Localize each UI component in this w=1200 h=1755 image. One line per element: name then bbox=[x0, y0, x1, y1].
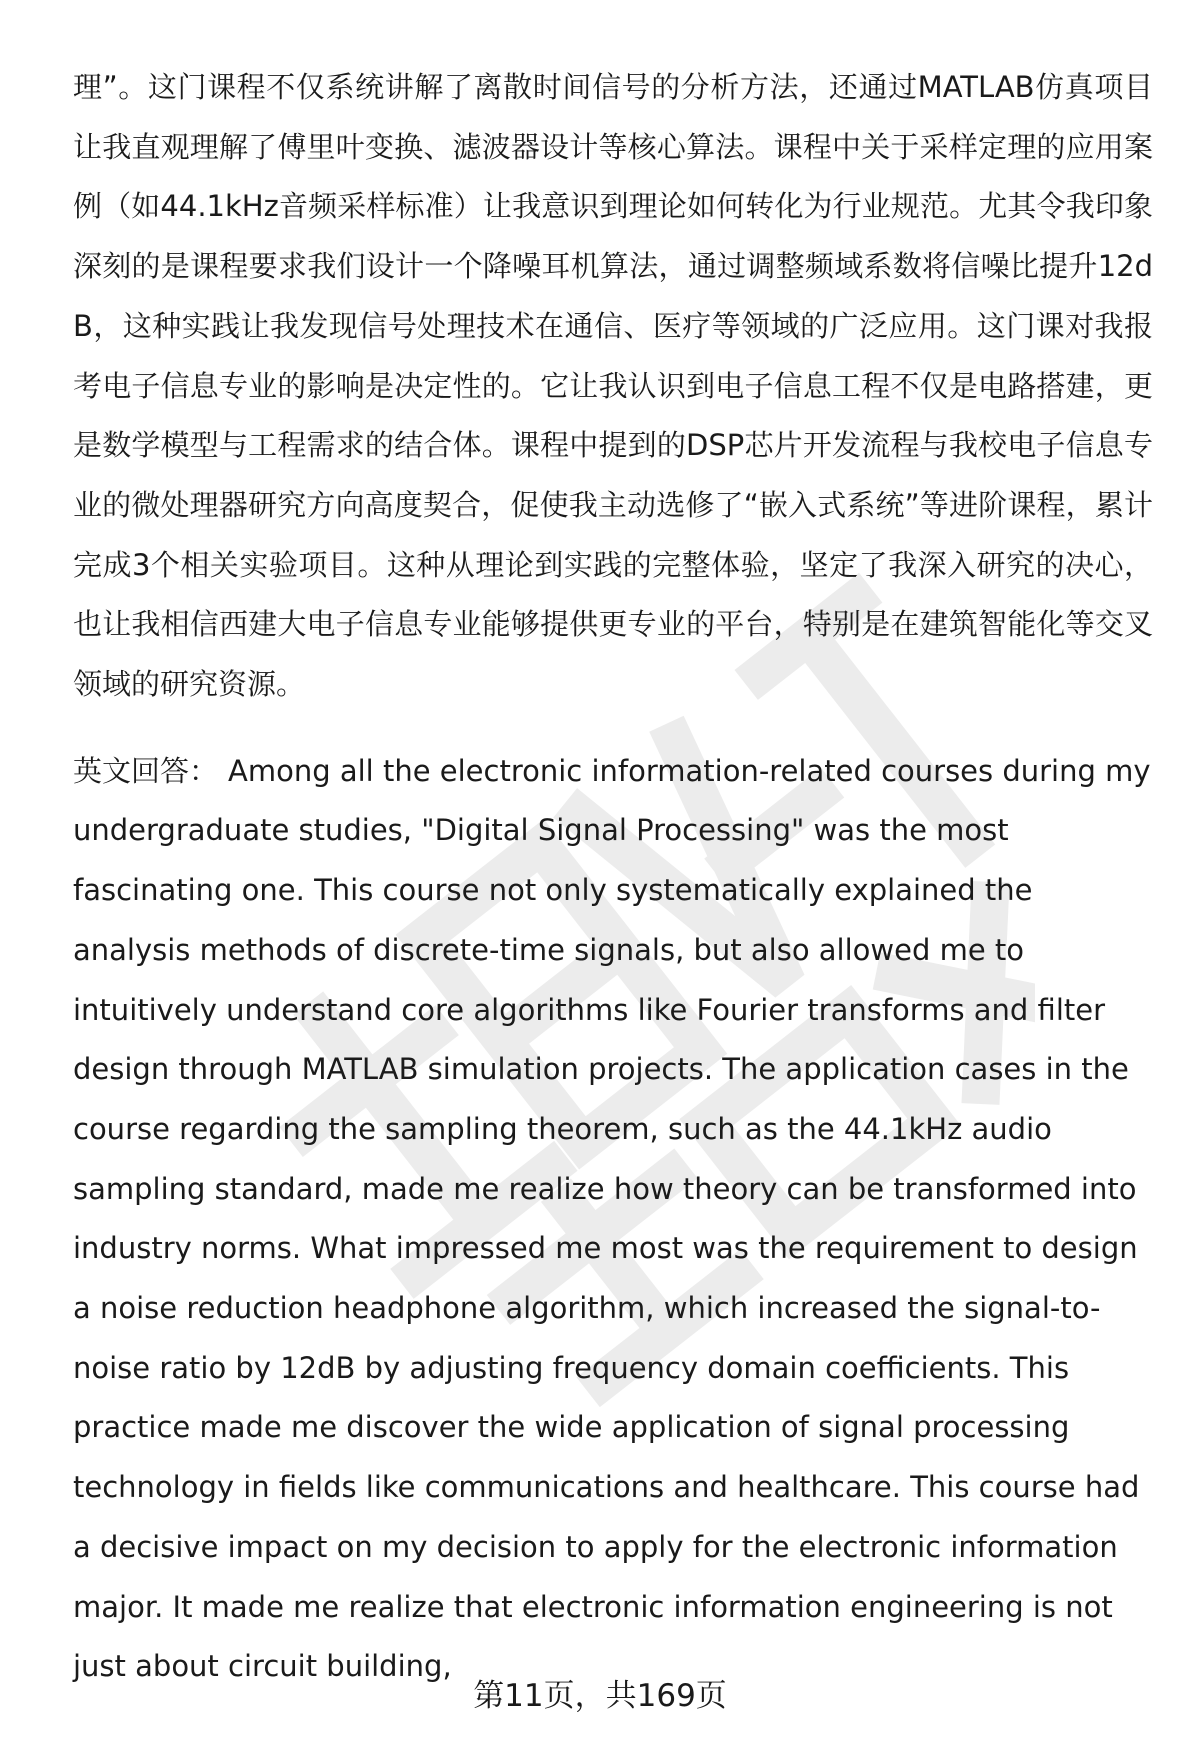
page-number-footer: 第11页，共169页 bbox=[473, 1678, 727, 1714]
english-answer-text: Among all the electronic information-related courses during my undergraduate studies, "Digital Signal Processing" was the most fascinating one. This course not only systematically explained the analysis methods of discrete-time signals, but also allowed me to intuitively understand core algorithms like Fourier transforms and filter design through MATLAB simulation projects. The application cases in the course regarding the sampling theorem, such as the 44.1kHz audio sampling standard, made me realize how theory can be transformed into industry norms. What impressed me most was the requirement to design a noise reduction headphone algorithm, which increased the signal-to-noise ratio by 12dB by adjusting frequency domain coefficients. This practice made me discover the wide application of signal processing technology in fields like communications and healthcare. This course had a decisive impact on my decision to apply for the electronic information major. It made me realize that electronic information engineering is not just about circuit building, bbox=[73, 753, 1151, 1684]
chinese-answer-paragraph: 理”。这门课程不仅系统讲解了离散时间信号的分析方法，还通过MATLAB仿真项目让我直观理解了傅里叶变换、滤波器设计等核心算法。课程中关于采样定理的应用案例（如44.1kHz音频采样标准）让我意识到理论如何转化为行业规范。尤其令我印象深刻的是课程要求我们设计一个降噪耳机算法，通过调整频域系数将信噪比提升12dB，这种实践让我发现信号处理技术在通信、医疗等领域的广泛应用。这门课对我报考电子信息专业的影响是决定性的。它让我认识到电子信息工程不仅是电路搭建，更是数学模型与工程需求的结合体。课程中提到的DSP芯片开发流程与我校电子信息专业的微处理器研究方向高度契合，促使我主动选修了“嵌入式系统”等进阶课程，累计完成3个相关实验项目。这种从理论到实践的完整体验，坚定了我深入研究的决心，也让我相信西建大电子信息专业能够提供更专业的平台，特别是在建筑智能化等交叉领域的研究资源。 bbox=[73, 70, 1153, 702]
english-answer-paragraph bbox=[73, 742, 1153, 1697]
document-body bbox=[73, 58, 1153, 1697]
english-answer-label: 英文回答： bbox=[73, 753, 219, 788]
